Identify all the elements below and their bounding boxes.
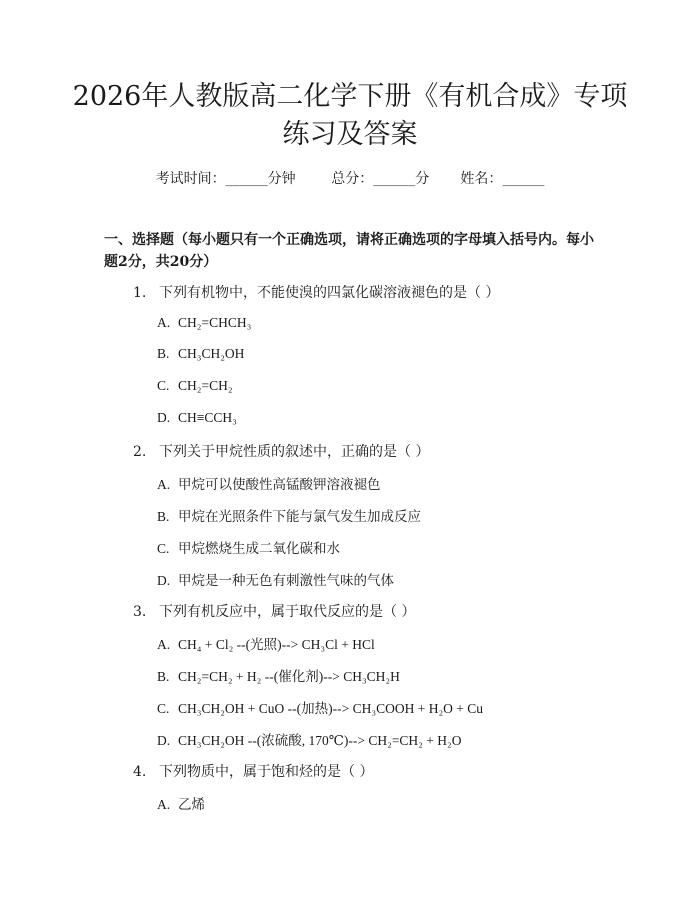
name-label: 姓名： [460,171,503,187]
option-label: C. [157,701,170,716]
option-2a [157,473,381,493]
option-4a [157,793,205,813]
exam-meta-line [0,168,700,188]
question-number: 4. [133,764,147,780]
option-label: A. [157,797,171,812]
option-text: CH₄ + Cl₂ --(光照)--> CH₃Cl + HCl [178,637,375,652]
option-label: D. [157,573,171,588]
option-text: CH≡CCH₃ [178,410,237,425]
option-text: 甲烷燃烧生成二氧化碳和水 [178,541,340,556]
option-1a [157,315,251,331]
score-blank: ______ [373,171,416,187]
question-number: 2. [133,444,147,460]
score-label: 总分： [331,171,374,187]
option-label: B. [157,509,170,524]
option-3b [157,665,400,685]
question-1 [133,282,499,302]
option-label: A. [157,477,171,492]
name-blank: ______ [502,171,545,187]
option-label: B. [157,669,170,684]
document-title: 2026年人教版高二化学下册《有机合成》专项练习及答案 [72,81,628,150]
option-1d [157,410,237,426]
option-text: 乙烯 [178,797,205,812]
option-label: B. [157,346,170,361]
option-text: CH₃CH₂OH [178,346,245,361]
option-text: 甲烷是一种无色有刺激性气味的气体 [178,573,394,588]
exam-time-blank: ______ [225,171,268,187]
option-2b [157,505,421,525]
question-3 [133,601,415,621]
question-2 [133,441,429,461]
exam-time-label: 考试时间： [155,171,226,187]
option-text: CH₂=CHCH₃ [178,315,252,330]
question-4 [133,761,373,781]
question-text: 下列有机物中，不能使溴的四氯化碳溶液褪色的是（ ） [159,285,500,301]
question-number: 3. [133,604,147,620]
score-unit: 分 [415,171,430,187]
option-label: D. [157,733,171,748]
option-3a [157,633,375,653]
section-heading: 一、选择题（每小题只有一个正确选项，请将正确选项的字母填入括号内。每小题2分，共20分） [104,232,594,270]
option-1c [157,378,233,394]
option-label: A. [157,315,171,330]
question-text: 下列关于甲烷性质的叙述中，正确的是（ ） [159,444,430,460]
option-label: C. [157,378,170,393]
option-label: C. [157,541,170,556]
option-2c [157,537,340,557]
option-text: 甲烷在光照条件下能与氯气发生加成反应 [178,509,421,524]
option-3d [157,729,461,749]
question-text: 下列有机反应中，属于取代反应的是（ ） [159,604,416,620]
option-text: CH₂=CH₂ + H₂ --(催化剂)--> CH₃CH₂H [178,669,400,684]
option-label: D. [157,410,171,425]
option-text: 甲烷可以使酸性高锰酸钾溶液褪色 [178,477,381,492]
option-text: CH₃CH₂OH --(浓硫酸, 170℃)--> CH₂=CH₂ + H₂O [178,733,462,748]
option-text: CH₂=CH₂ [178,378,233,393]
option-label: A. [157,637,171,652]
exam-time-unit: 分钟 [267,171,296,187]
question-text: 下列物质中，属于饱和烃的是（ ） [159,764,374,780]
option-2d [157,569,394,589]
option-text: CH₃CH₂OH + CuO --(加热)--> CH₃COOH + H₂O + Cu [178,701,484,716]
option-3c [157,697,483,717]
option-1b [157,346,244,362]
question-number: 1. [133,285,147,301]
